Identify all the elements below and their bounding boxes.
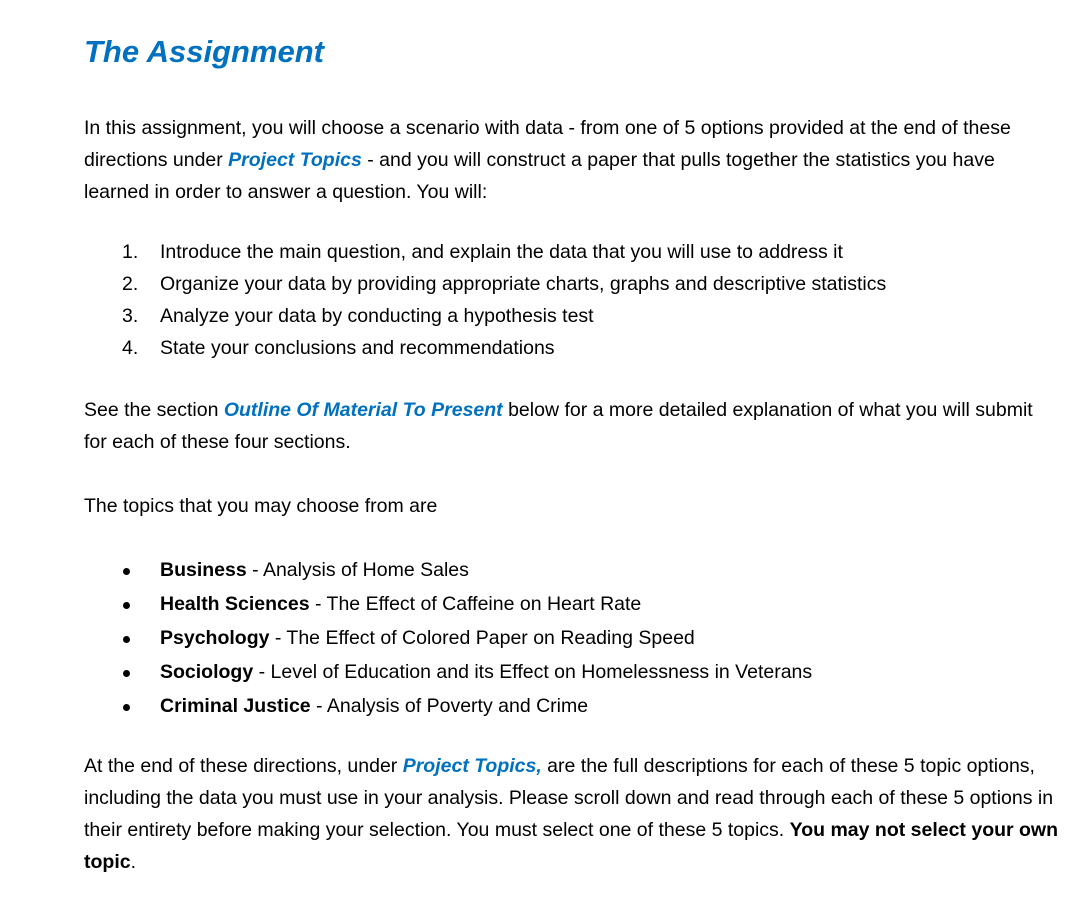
project-topics-link-2[interactable]: Project Topics, [402, 755, 542, 777]
intro-text-start: In this assignment, you will choose a scenario with data - from one of 5 options provided at the end of these directions under [84, 117, 1011, 171]
list-item [84, 689, 1059, 723]
step-text: State your conclusions and recommendations [160, 337, 555, 359]
bullet-icon [123, 704, 130, 711]
topics-list [84, 553, 1059, 723]
topic-name: Sociology [160, 661, 254, 683]
step-number: 2. [122, 273, 139, 295]
list-item [84, 587, 1059, 621]
outline-material-link[interactable]: Outline Of Material To Present [223, 399, 503, 421]
step-text: Analyze your data by conducting a hypothesis test [160, 305, 594, 327]
topic-name: Health Sciences [160, 593, 310, 615]
closing-paragraph [84, 750, 1059, 878]
outline-paragraph [84, 394, 1059, 458]
list-item [84, 655, 1059, 689]
topic-name: Psychology [160, 627, 270, 649]
topic-description: - Analysis of Home Sales [246, 559, 469, 581]
list-item [84, 332, 1059, 364]
steps-list [84, 236, 1059, 364]
closing-period: . [130, 851, 137, 873]
topic-description: - The Effect of Caffeine on Heart Rate [309, 593, 642, 615]
bullet-icon [123, 636, 130, 643]
list-item [84, 268, 1059, 300]
bullet-icon [123, 670, 130, 677]
outline-text-end: below for a more detailed explanation of what you will submit for each of these four sections. [84, 399, 1033, 453]
step-number: 3. [122, 305, 139, 327]
step-text: Introduce the main question, and explain the data that you will use to address it [160, 241, 843, 263]
page-title: The Assignment [84, 34, 324, 69]
outline-text-start: See the section [84, 399, 224, 421]
intro-text-end: - and you will construct a paper that pulls together the statistics you have learned in order to answer a question. You will: [84, 149, 995, 203]
list-item [84, 300, 1059, 332]
topic-description: - Level of Education and its Effect on Homelessness in Veterans [253, 661, 813, 683]
project-topics-link[interactable]: Project Topics [228, 149, 362, 171]
closing-bold-note: You may not select your own topic [84, 819, 1059, 873]
bullet-icon [123, 568, 130, 575]
step-number: 4. [122, 337, 139, 359]
topic-description: - The Effect of Colored Paper on Reading Speed [269, 627, 695, 649]
list-item [84, 621, 1059, 655]
bullet-icon [123, 602, 130, 609]
intro-paragraph [84, 112, 1059, 208]
topics-intro: The topics that you may choose from are [84, 495, 438, 517]
topic-name: Business [160, 559, 247, 581]
topic-description: - Analysis of Poverty and Crime [310, 695, 589, 717]
topic-name: Criminal Justice [160, 695, 311, 717]
list-item [84, 553, 1059, 587]
closing-text-start: At the end of these directions, under [84, 755, 403, 777]
list-item [84, 236, 1059, 268]
closing-text-middle: are the full descriptions for each of these 5 topic options, including the data you must use in your analysis. Please scroll down and read through each of these 5 options in their entirety before making your selection. You must select one of these 5 topics. [84, 755, 1054, 841]
step-number: 1. [122, 241, 139, 263]
step-text: Organize your data by providing appropriate charts, graphs and descriptive statistics [160, 273, 887, 295]
